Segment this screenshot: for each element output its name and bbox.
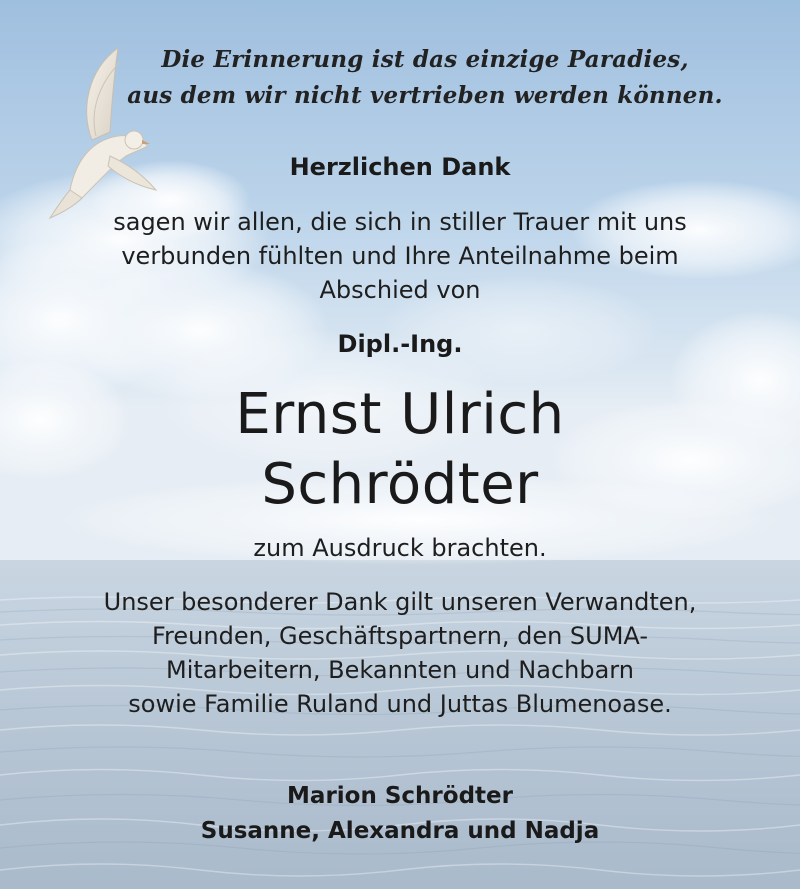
special-thanks-line-4: sowie Familie Ruland und Juttas Blumenoase.	[128, 690, 672, 718]
quote-line-2: aus dem wir nicht vertrieben werden können.	[127, 82, 723, 109]
deceased-title: Dipl.-Ing.	[337, 330, 463, 358]
deceased-first-names: Ernst Ulrich	[235, 382, 565, 447]
thanks-line-2: verbunden fühlten und Ihre Anteilnahme beim	[121, 242, 679, 270]
special-thanks-line-2: Freunden, Geschäftspartnern, den SUMA-	[152, 622, 648, 650]
expression-line: zum Ausdruck brachten.	[253, 534, 547, 562]
signer-line-1: Marion Schrödter	[287, 783, 513, 809]
thanks-heading: Herzlichen Dank	[289, 153, 511, 181]
thanks-line-1: sagen wir allen, die sich in stiller Trauer mit uns	[113, 208, 687, 236]
thanks-line-3: Abschied von	[319, 276, 481, 304]
special-thanks-line-1: Unser besonderer Dank gilt unseren Verwandten,	[103, 588, 697, 616]
signer-line-2: Susanne, Alexandra und Nadja	[200, 818, 600, 844]
quote-line-1: Die Erinnerung ist das einzige Paradies,	[161, 46, 689, 73]
special-thanks-line-3: Mitarbeitern, Bekannten und Nachbarn	[166, 656, 634, 684]
deceased-last-name: Schrödter	[261, 452, 539, 517]
